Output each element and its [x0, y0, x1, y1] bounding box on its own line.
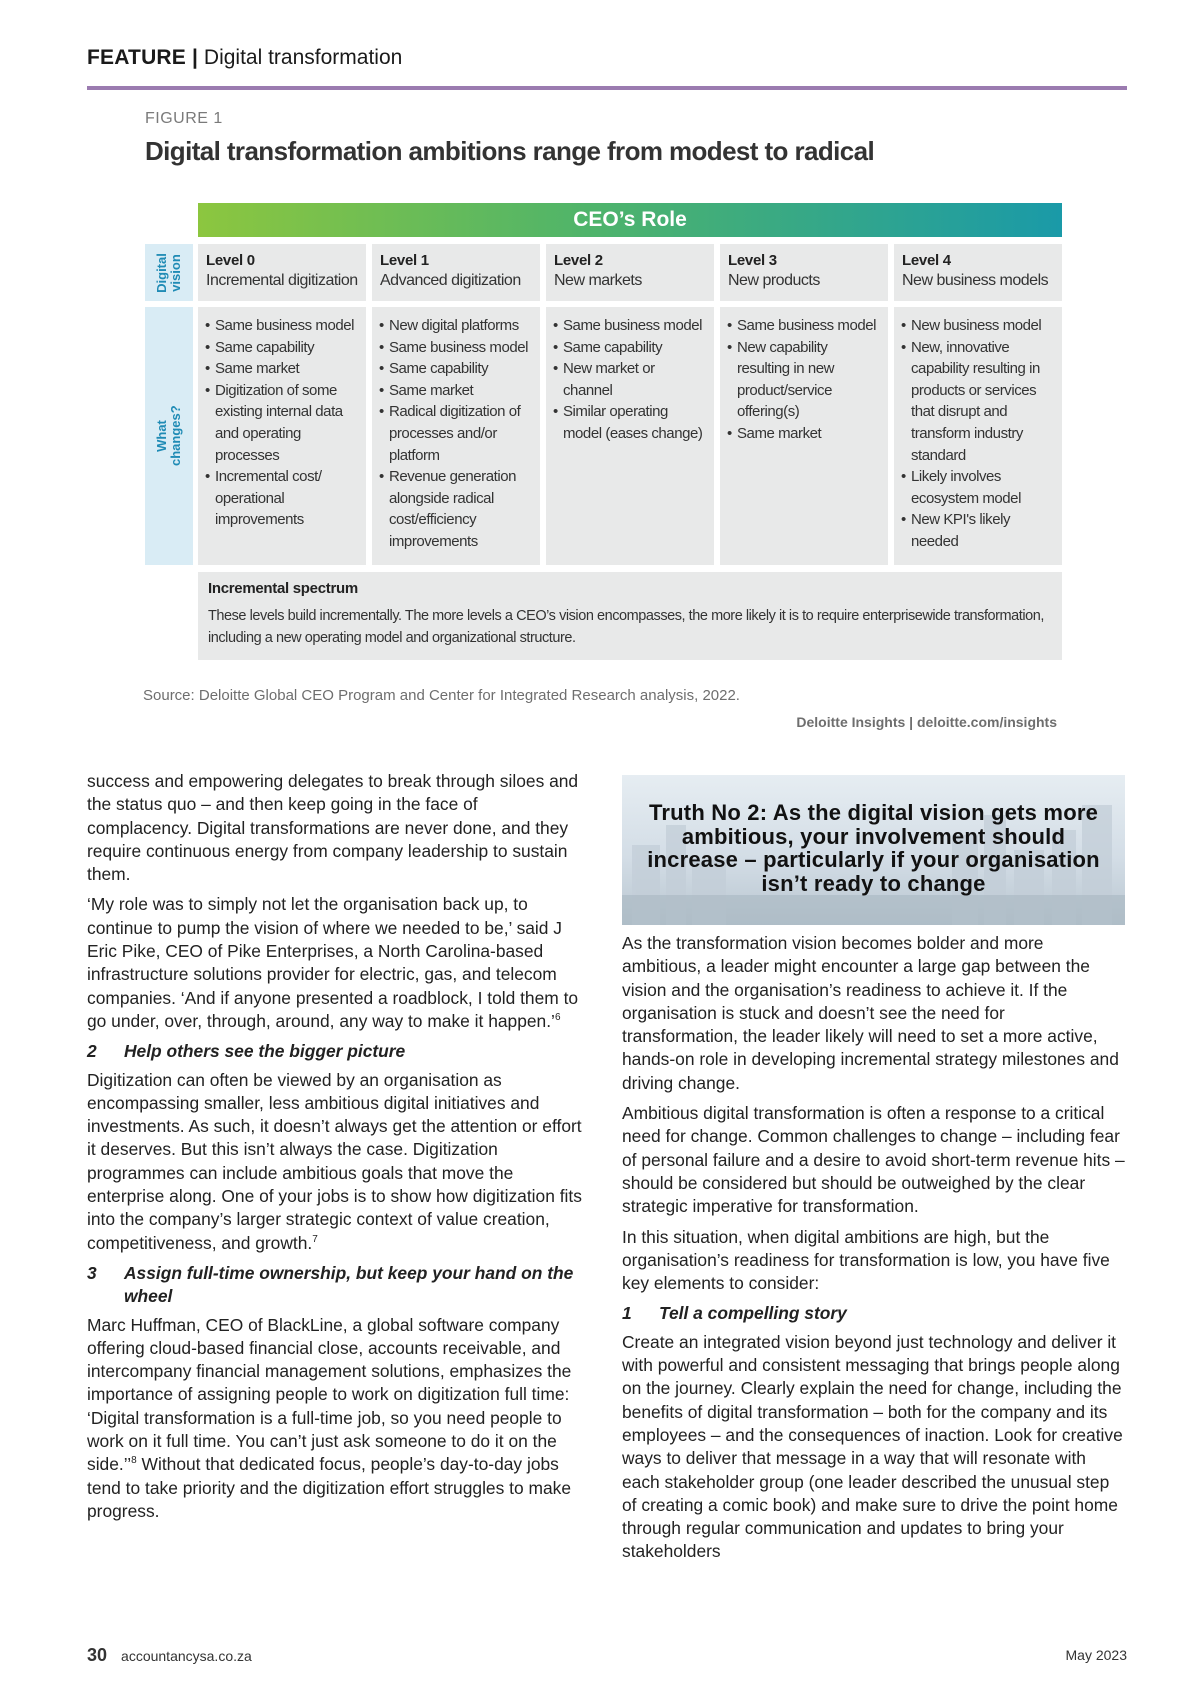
incremental-spectrum: [198, 572, 1062, 660]
paragraph: [87, 1314, 585, 1524]
level-3-changes: [720, 307, 888, 565]
paragraph-text: Digitization can often be viewed by an organisation as encompassing smaller, less ambitious digital initiatives and investments. As such, it doesn’t always get the attention or effort it deserves. But this isn’t always the case. Digitization programmes can include ambitious goals that move the enterprise along. One of your jobs is to show how digitization fits into the company’s larger strategic context of value creation, competitiveness, and growth.: [87, 1069, 582, 1253]
change-item: • Same capability: [205, 337, 359, 359]
side-label-changes: What changes?: [154, 405, 183, 466]
paragraph-text: Without that dedicated focus, people’s day-to-day jobs tend to take priority and the digitization effort struggles to make progress.: [87, 1454, 571, 1521]
level-1-changes: [372, 307, 540, 565]
spectrum-body: These levels build incrementally. The more levels a CEO’s vision encompasses, the more likely it is to require enterprisewide transformation, including a new operating model and organizational structure.: [208, 608, 1044, 646]
level-name: New business models: [902, 272, 1049, 289]
pull-quote-text: Truth No 2: As the digital vision gets more ambitious, your involvement should increase – particularly if your organisation isn’t ready to change: [647, 800, 1100, 896]
paragraph-text: ‘My role was to simply not let the organisation back up, to continue to pump the vision of where we needed to be,’ said J Eric Pike, CEO of Pike Enterprises, a North Carolina-based infrastructure solutions provider for electric, gas, and telecom companies. ‘And if anyone presented a roadblock, I told them to go under, over, through, around, any way to make it happen.’: [87, 894, 579, 1031]
footnote-ref: 8: [131, 1455, 137, 1467]
subheading-text: Tell a compelling story: [659, 1303, 847, 1324]
footnote-ref: 7: [312, 1233, 318, 1245]
change-item: • Revenue generation alongside radical cost/efficiency improvements: [379, 466, 533, 552]
change-item: • New, innovative capability resulting in products or services that disrupt and transform industry standard: [901, 337, 1055, 467]
subheading-number: 1: [622, 1303, 632, 1324]
level-2-header: [546, 244, 714, 301]
subheading-text: Help others see the bigger picture: [124, 1041, 406, 1062]
site-url: accountancysa.co.za: [121, 1648, 252, 1664]
subheading: [622, 1302, 1125, 1325]
level-name: New markets: [554, 272, 642, 289]
change-item: • New business model: [901, 315, 1055, 337]
level-4-header: [894, 244, 1062, 301]
subheading-number: 3: [87, 1262, 97, 1283]
issue-date: May 2023: [1065, 1647, 1127, 1663]
change-item: • Same business model: [727, 315, 881, 337]
paragraph: Create an integrated vision beyond just technology and deliver it with powerful and consistent messaging that brings people along on the journey. Clearly explain the need for change, including the benefits of digital transformation – both for the company and its employees – and the consequences of inaction. Look for creative ways to deliver that message in a way that will resonate with each stakeholder group (one leader described the unusual step of creating a comic book) and make sure to drive the point home through regular communication and updates to bring your stakeholders: [622, 1331, 1123, 1562]
left-column: [87, 770, 585, 1530]
subheading: [87, 1262, 585, 1309]
level-number: Level 1: [380, 252, 429, 269]
change-item: • Likely involves ecosystem model: [901, 466, 1055, 509]
figure-label: FIGURE 1: [145, 110, 223, 127]
change-item: • Same capability: [379, 358, 533, 380]
figure-source: Source: Deloitte Global CEO Program and Center for Integrated Research analysis, 2022.: [143, 687, 740, 704]
section-label: FEATURE: [87, 46, 187, 69]
paragraph: In this situation, when digital ambitions are high, but the organisation’s readiness for transformation is low, you have five key elements to consider:: [622, 1226, 1110, 1294]
figure-credit: Deloitte Insights | deloitte.com/insights: [796, 714, 1057, 730]
subheading-number: 2: [87, 1041, 97, 1062]
change-item: • Same market: [205, 358, 359, 380]
change-item: • Same capability: [553, 337, 707, 359]
footnote-ref: 6: [554, 1012, 561, 1024]
pull-quote-box: [622, 775, 1125, 925]
level-name: Advanced digitization: [380, 272, 521, 289]
header-separator: |: [192, 46, 198, 69]
subheading: [87, 1040, 585, 1063]
level-number: Level 2: [554, 252, 603, 269]
level-name: Incremental digitization: [206, 272, 358, 289]
change-item: • New KPI's likely needed: [901, 509, 1055, 552]
running-header: [87, 46, 1127, 90]
paragraph: Ambitious digital transformation is often a response to a critical need for change. Common challenges to change – including fear of personal failure and a desire to avoid short-term revenue hits – should be considered but should be outweighed by the clear strategic imperative for transformation.: [622, 1103, 1125, 1217]
level-number: Level 4: [902, 252, 951, 269]
level-4-changes: [894, 307, 1062, 565]
change-item: • Same market: [727, 423, 881, 445]
change-item: • Radical digitization of processes and/or platform: [379, 401, 533, 466]
change-item: • Similar operating model (eases change): [553, 401, 707, 444]
level-name: New products: [728, 272, 820, 289]
page-footer: [87, 1645, 1127, 1666]
paragraph: [87, 893, 585, 1033]
ceo-role-banner: CEO’s Role: [198, 203, 1062, 237]
figure-title: Digital transformation ambitions range from modest to radical: [145, 136, 875, 166]
change-item: • Same business model: [205, 315, 359, 337]
level-3-header: [720, 244, 888, 301]
change-item: • Same market: [379, 380, 533, 402]
change-item: • New capability resulting in new product/service offering(s): [727, 337, 881, 423]
paragraph-text: Marc Huffman, CEO of BlackLine, a global software company offering cloud-based financial close, accounts receivable, and intercompany financial management solutions, emphasizes the importance of assigning people to work on digitization full time: ‘Digital transformation is a full-time job, so you need people to work on it full time. You can’t just ask someone to do it on the side.’’: [87, 1314, 572, 1475]
paragraph: As the transformation vision becomes bolder and more ambitious, a leader might encounter a large gap between the vision and the organisation’s readiness to achieve it. If the organisation is stuck and doesn’t see the need for transformation, the leader likely will need to set a more active, hands-on role in developing incremental strategy milestones and driving change.: [622, 933, 1119, 1093]
level-number: Level 3: [728, 252, 777, 269]
change-item: • Digitization of some existing internal data and operating processes: [205, 380, 359, 466]
header-rule: [87, 86, 1127, 90]
level-0-changes: [198, 307, 366, 565]
change-item: • Same business model: [379, 337, 533, 359]
change-item: • Incremental cost/ operational improvements: [205, 466, 359, 531]
side-tab-vision: [145, 244, 193, 301]
paragraph: success and empowering delegates to break through siloes and the status quo – and then keep going in the face of complacency. Digital transformations are never done, and they require continuous energy from company leadership to sustain them.: [87, 771, 579, 885]
side-tab-changes: [145, 307, 193, 565]
change-item: • New market or channel: [553, 358, 707, 401]
subheading-text: Assign full-time ownership, but keep your hand on the wheel: [124, 1262, 574, 1307]
level-2-changes: [546, 307, 714, 565]
section-topic: Digital transformation: [203, 46, 403, 69]
level-0-header: [198, 244, 366, 301]
change-item: • Same business model: [553, 315, 707, 337]
spectrum-title: Incremental spectrum: [208, 580, 358, 597]
level-1-header: [372, 244, 540, 301]
page-number: 30: [87, 1645, 108, 1665]
change-item: • New digital platforms: [379, 315, 533, 337]
right-column: [622, 932, 1125, 1571]
side-label-vision: Digital vision: [154, 252, 183, 293]
paragraph: [87, 1069, 585, 1255]
level-number: Level 0: [206, 252, 255, 269]
